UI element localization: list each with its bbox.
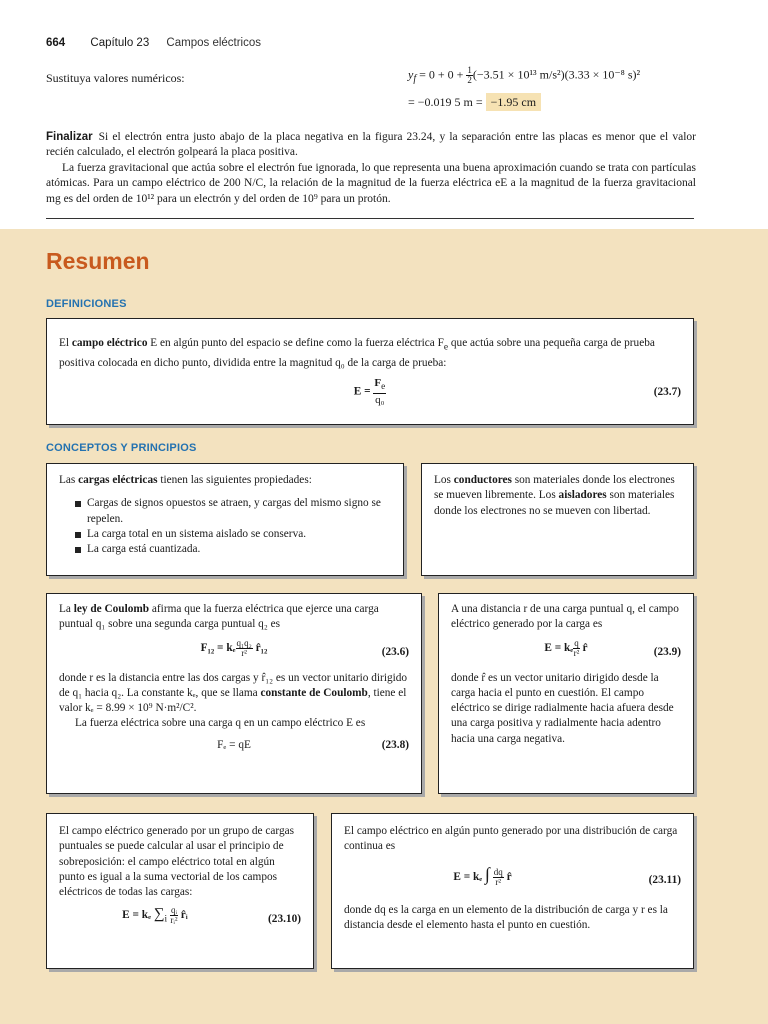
charges-intro1: Las xyxy=(59,474,79,486)
substitution-equation-line1 xyxy=(408,66,640,85)
coul-t2: afirma que la fuerza eléctrica que ejerce una carga puntual q₁ sobre una segunda carga puntual q₂ es xyxy=(59,603,379,631)
point-field-explain: donde r̂ es un vector unitario dirigido desde la carga hacia el punto en cuestión. El campo eléctrico se dirige radialmente hacia afuera desde una carga positiva y radialmente hacia adentro hacia una carga negativa. xyxy=(451,671,674,745)
coul-t3: donde r es la distancia entre las dos cargas y r̂₁₂ es un vector unitario dirigido de q₁ hacia q₂. La constante kₑ, que se llama xyxy=(59,671,408,699)
eq-y: y xyxy=(408,67,414,82)
sp-eq-tail: r̂ᵢ xyxy=(177,909,188,922)
cond-term2: aisladores xyxy=(558,489,607,502)
charges-box xyxy=(46,463,404,576)
coul-t4: , tiene el valor kₑ = 8.99 × 10⁹ N·m²/C². xyxy=(59,686,407,715)
eq-number-23-8: (23.8) xyxy=(381,738,409,751)
cond-t2: son materiales donde los electrones se mueven libremente. Los xyxy=(434,474,675,502)
coul-term: ley de Coulomb xyxy=(73,603,150,615)
coul-eq xyxy=(59,639,409,658)
coul-term2: constante de Coulomb xyxy=(260,686,368,699)
eq-number-23-11: (23.11) xyxy=(648,873,681,886)
charges-intro xyxy=(59,473,391,488)
list-item: La carga está cuantizada. xyxy=(75,542,391,557)
def-eq-lhs: E = xyxy=(353,385,374,398)
ct-eq-num: dq xyxy=(493,866,503,877)
continuous-intro: El campo eléctrico en algún punto generado por una distribución de carga continua es xyxy=(344,825,678,853)
coulomb-box xyxy=(46,593,422,794)
def-t3: que actúa sobre una pequeña carga de prueba positiva colocada en dicho punto, dividida entre la magnitud q₀ de la carga de prueba: xyxy=(59,337,655,369)
coulomb-explain xyxy=(59,671,409,717)
half-den: 2 xyxy=(467,75,472,85)
def-eq-num-text: F xyxy=(374,376,382,389)
coulomb-equation xyxy=(59,635,409,671)
coulomb-intro xyxy=(59,602,409,633)
coul-eq-tail: r̂₁₂ xyxy=(252,641,268,654)
conductors-text xyxy=(434,473,681,519)
sp-eq-num: qᵢ xyxy=(170,905,177,916)
eq-y-sub: f xyxy=(413,73,417,85)
point-field-intro: A una distancia r de una carga puntual q, el campo eléctrico generado por la carga es xyxy=(451,603,679,631)
point-field-box xyxy=(438,593,694,794)
pf-eq-lhs: E = kₑ xyxy=(544,641,574,654)
pf-eq-den: r² xyxy=(573,647,580,658)
continuous-equation xyxy=(344,863,681,903)
sp-eq-sum-sub: i xyxy=(164,914,168,925)
sp-eq-den: rᵢ² xyxy=(170,915,178,926)
conductors-box xyxy=(421,463,694,576)
eq-tail: (−3.51 × 10¹³ m/s²)(3.33 × 10⁻⁸ s)² xyxy=(472,67,641,82)
force-eq: Fₑ = qE xyxy=(217,738,251,751)
coul-eq-den: r² xyxy=(241,647,248,658)
def-t1: El xyxy=(59,337,72,349)
def-t2: E en algún punto del espacio se define como la fuerza eléctrica F xyxy=(147,337,444,349)
eq-number-23-10: (23.10) xyxy=(268,913,301,926)
superposition-text: El campo eléctrico generado por un grupo de cargas puntuales se puede calcular al usar el principio de sobreposición: el campo eléctrico total en algún punto es igual a la suma vectorial de los campos eléctricos de todas las cargas: xyxy=(59,825,295,899)
ct-eq-int: ∫ xyxy=(485,863,490,884)
eq-number-23-7: (23.7) xyxy=(653,385,681,398)
finalizar-section xyxy=(46,130,696,207)
sp-eq-frac xyxy=(170,906,178,925)
result-highlight: −1.95 cm xyxy=(486,93,541,111)
charges-intro2: tienen las siguientes propiedades: xyxy=(157,474,312,486)
pf-eq-num: q xyxy=(574,637,579,648)
continuous-box xyxy=(331,813,694,969)
ct-eq-tail: r̂ xyxy=(503,870,512,883)
def-eq-num xyxy=(373,377,386,394)
pf-eq-tail: r̂ xyxy=(579,641,588,654)
coul-eq-lhs: F₁₂ = kₑ xyxy=(200,641,236,654)
charges-list xyxy=(59,496,391,557)
sp-eq-sum: ∑ xyxy=(153,906,165,923)
list-item: La carga total en un sistema aislado se conserva. xyxy=(75,527,391,542)
coul-t1: La xyxy=(59,603,74,615)
definition-equation xyxy=(59,375,681,411)
def-t2-sub: e xyxy=(443,342,449,353)
sp-eq-lhs: E = kₑ xyxy=(122,909,151,922)
superposition-equation xyxy=(59,902,301,938)
definition-text xyxy=(59,336,681,371)
force-equation xyxy=(59,736,409,760)
substitution-equation-line2 xyxy=(408,95,541,110)
coulomb-force-text: La fuerza eléctrica sobre una carga q en un campo eléctrico E es xyxy=(75,717,366,730)
eq-number-23-9: (23.9) xyxy=(653,645,681,658)
coul-eq-frac xyxy=(236,639,253,658)
finalizar-heading: Finalizar xyxy=(46,131,93,143)
charges-term: cargas eléctricas xyxy=(78,474,158,486)
cond-t1: Los xyxy=(434,474,454,486)
point-field-equation xyxy=(451,635,681,671)
list-item: Cargas de signos opuestos se atraen, y cargas del mismo signo se repelen. xyxy=(75,496,391,527)
chapter-label: Capítulo 23 xyxy=(90,37,150,49)
coul-eq-num: q₁q₂ xyxy=(236,637,252,648)
sp-eq xyxy=(59,906,251,928)
def-term: campo eléctrico xyxy=(71,337,148,349)
definition-box xyxy=(46,318,694,425)
chapter-title: Campos eléctricos xyxy=(166,37,262,49)
superposition-box xyxy=(46,813,314,969)
ct-eq-frac xyxy=(493,868,504,887)
def-eq-den: q₀ xyxy=(375,394,385,407)
finalizar-text1: Si el electrón entra justo abajo de la placa negativa en la figura 23.24, y la separación entre las placas es menor que el valor recién calculado, el electrón golpeará la placa positiva. xyxy=(46,131,696,159)
eq-line2-prefix: = −0.019 5 m = xyxy=(408,95,486,109)
pf-eq xyxy=(451,639,681,658)
half-num: 1 xyxy=(467,65,472,75)
continuous-explain: donde dq es la carga en un elemento de la distribución de carga y r es la distancia desde el elemento hasta el punto en cuestión. xyxy=(344,903,668,931)
def-eq-frac xyxy=(373,377,386,407)
eq-rest: = 0 + 0 + xyxy=(416,67,467,82)
page-number: 664 xyxy=(46,37,66,49)
ct-eq-den: r² xyxy=(495,876,502,887)
eq-number-23-6: (23.6) xyxy=(381,645,409,658)
finalizar-text2: La fuerza gravitacional que actúa sobre el electrón fue ignorada, lo que representa una buena aproximación cuando se trata con partículas atómicas. Para un campo eléctrico de 200 N/C, la relación de la magnitud de la fuerza eléctrica eE a la magnitud de la fuerza gravitacional mg es del orden de 10¹² para un electrón y del orden de 10⁹ para un protón. xyxy=(46,161,696,205)
cond-t3: son materiales donde los electrones no se mueven con libertad. xyxy=(434,489,675,517)
page-header xyxy=(46,37,261,49)
summary-title: Resumen xyxy=(46,248,150,274)
ct-eq xyxy=(344,863,621,887)
divider xyxy=(46,218,694,219)
definitions-heading: DEFINICIONES xyxy=(46,298,127,310)
ct-eq-lhs: E = kₑ xyxy=(453,870,483,883)
cond-term1: conductores xyxy=(453,474,512,486)
def-eq xyxy=(59,377,681,407)
def-eq-num-sub: e xyxy=(381,381,386,392)
substitution-label: Sustituya valores numéricos: xyxy=(46,71,185,85)
concepts-heading: CONCEPTOS Y PRINCIPIOS xyxy=(46,442,197,454)
